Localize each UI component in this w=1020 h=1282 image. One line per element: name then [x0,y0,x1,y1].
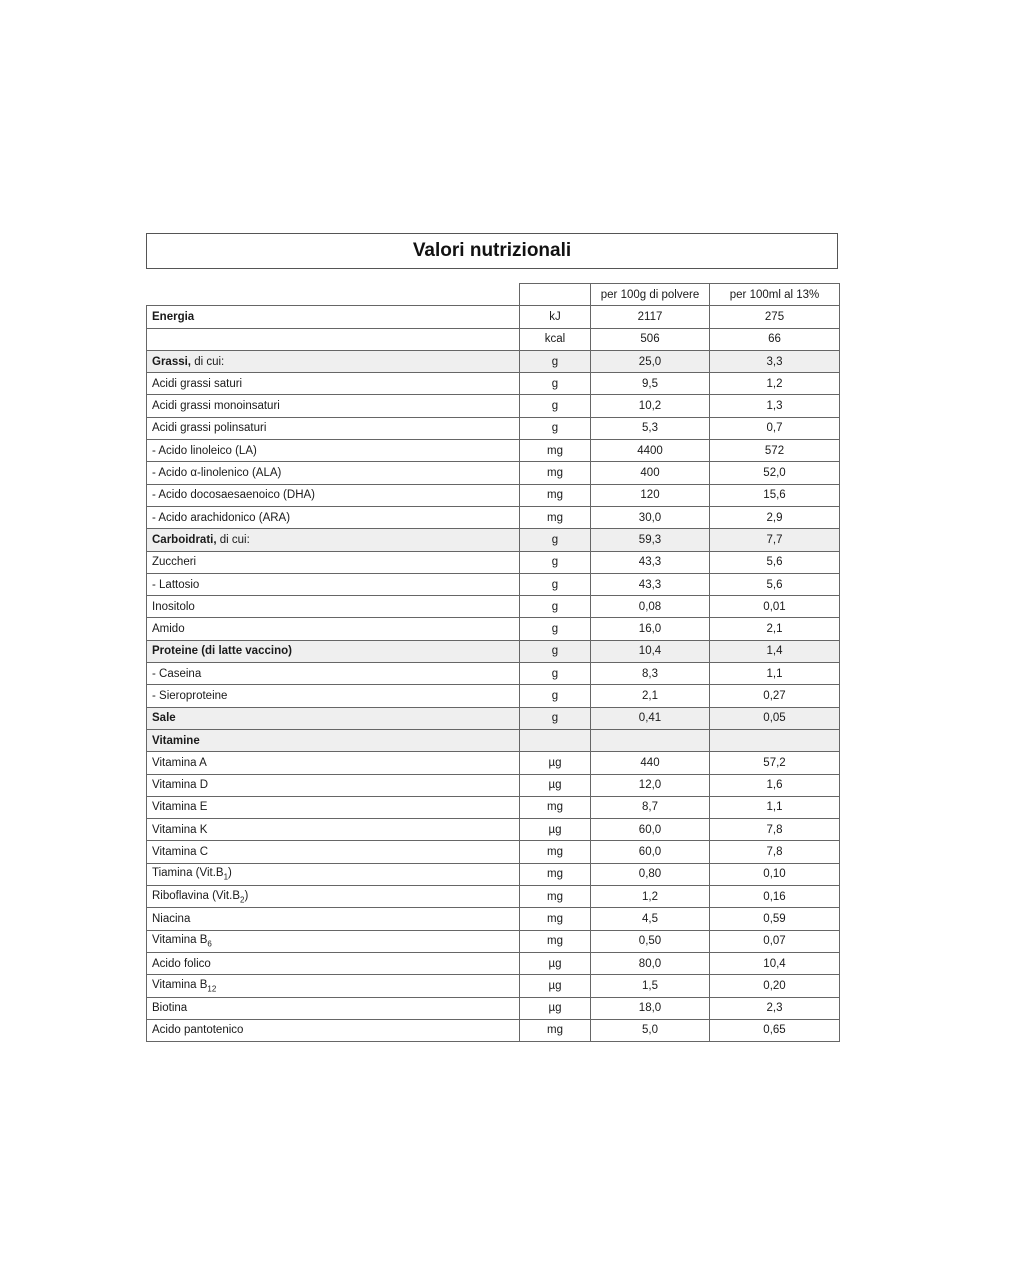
value-per-100g: 4,5 [591,908,710,930]
value-per-100g: 0,50 [591,930,710,952]
nutrient-name-cell [147,930,520,952]
nutrient-name-cell [147,685,520,707]
value-per-100g: 30,0 [591,506,710,528]
nutrient-name-cell [147,395,520,417]
nutrition-table-body [147,284,840,1042]
unit-cell: g [520,395,591,417]
table-row [147,573,840,595]
nutrient-name-tail: ) [244,889,249,902]
nutrient-name: Carboidrati, [152,533,217,546]
unit-cell: µg [520,819,591,841]
nutrient-name-cell [147,997,520,1019]
unit-cell: mg [520,506,591,528]
value-per-100ml: 0,10 [710,863,840,885]
nutrient-name-cell [147,952,520,974]
nutrient-name: Vitamina B [152,934,208,947]
value-per-100g: 18,0 [591,997,710,1019]
value-per-100ml: 15,6 [710,484,840,506]
value-per-100ml: 2,1 [710,618,840,640]
nutrient-name-cell [147,707,520,729]
nutrient-name-cell [147,551,520,573]
table-row [147,551,840,573]
unit-cell: g [520,707,591,729]
nutrient-name: - Acido docosaesaenoico (DHA) [152,489,315,502]
nutrient-name: Vitamine [152,734,200,747]
value-per-100g: 10,2 [591,395,710,417]
value-per-100ml: 7,8 [710,841,840,863]
nutrient-name: Riboflavina (Vit.B [152,889,240,902]
value-per-100g: 10,4 [591,640,710,662]
table-row [147,952,840,974]
header-per-100ml: per 100ml al 13% [710,284,840,306]
value-per-100g: 59,3 [591,529,710,551]
nutrient-name: Vitamina A [152,756,207,769]
header-unit-cell [520,284,591,306]
table-row [147,306,840,328]
nutrient-name: Acidi grassi polinsaturi [152,422,267,435]
table-row [147,729,840,751]
table-row [147,774,840,796]
value-per-100g: 8,3 [591,663,710,685]
unit-cell: µg [520,952,591,974]
value-per-100ml: 66 [710,328,840,350]
value-per-100ml: 2,3 [710,997,840,1019]
unit-cell: g [520,350,591,372]
unit-cell: µg [520,774,591,796]
nutrient-name: Amido [152,623,185,636]
nutrient-name-cell [147,328,520,350]
nutrient-name: Niacina [152,912,191,925]
value-per-100ml: 7,7 [710,529,840,551]
table-row [147,640,840,662]
unit-cell: µg [520,997,591,1019]
nutrient-name-cell [147,908,520,930]
value-per-100g: 4400 [591,440,710,462]
unit-cell: mg [520,908,591,930]
nutrient-name-cell [147,306,520,328]
value-per-100g: 5,3 [591,417,710,439]
nutrient-name-cell [147,529,520,551]
value-per-100g: 0,80 [591,863,710,885]
nutrient-name-tail: ) [228,867,232,880]
value-per-100ml: 57,2 [710,752,840,774]
table-row [147,484,840,506]
nutrient-name: - Acido linoleico (LA) [152,444,257,457]
value-per-100ml: 52,0 [710,462,840,484]
nutrient-name-cell [147,663,520,685]
nutrient-name-subscript: 1 [223,872,229,882]
table-row [147,506,840,528]
table-row [147,841,840,863]
table-row [147,886,840,908]
nutrient-name: Acido pantotenico [152,1024,244,1037]
nutrient-name: Proteine (di latte vaccino) [152,645,292,658]
unit-cell [520,729,591,751]
table-row [147,997,840,1019]
unit-cell: mg [520,841,591,863]
nutrient-name-cell [147,640,520,662]
nutrient-name: Vitamina C [152,846,209,859]
nutrient-name-cell [147,841,520,863]
nutrient-name-suffix: di cui: [191,355,225,368]
nutrient-name-subscript: 2 [240,894,245,904]
value-per-100g: 12,0 [591,774,710,796]
value-per-100ml: 1,3 [710,395,840,417]
table-row [147,752,840,774]
unit-cell: g [520,529,591,551]
nutrient-name: - Lattosio [152,578,200,591]
unit-cell: mg [520,1019,591,1041]
value-per-100ml: 2,9 [710,506,840,528]
value-per-100g: 1,5 [591,975,710,997]
unit-cell: µg [520,975,591,997]
nutrient-name-cell [147,1019,520,1041]
nutrient-name: Vitamina B [152,978,208,991]
value-per-100g: 0,08 [591,596,710,618]
nutrient-name: - Caseina [152,667,202,680]
unit-cell: mg [520,886,591,908]
header-blank-cell [147,284,520,306]
header-per-100g: per 100g di polvere [591,284,710,306]
table-row [147,529,840,551]
nutrient-name-cell [147,819,520,841]
value-per-100g: 60,0 [591,819,710,841]
nutrient-name: Acido folico [152,957,211,970]
value-per-100g: 1,2 [591,886,710,908]
value-per-100g: 506 [591,328,710,350]
table-row [147,863,840,885]
unit-cell: mg [520,484,591,506]
value-per-100g [591,729,710,751]
nutrient-name: Tiamina (Vit.B [152,867,224,880]
value-per-100g: 43,3 [591,573,710,595]
value-per-100g: 2,1 [591,685,710,707]
value-per-100ml: 7,8 [710,819,840,841]
nutrient-name-subscript: 12 [207,984,217,993]
nutrient-name: Biotina [152,1002,188,1015]
value-per-100g: 400 [591,462,710,484]
table-row [147,930,840,952]
nutrient-name-subscript: 6 [207,939,212,949]
unit-cell: mg [520,930,591,952]
value-per-100g: 25,0 [591,350,710,372]
value-per-100g: 120 [591,484,710,506]
nutrient-name: Zuccheri [152,556,197,569]
unit-cell: g [520,685,591,707]
nutrient-name-cell [147,484,520,506]
value-per-100ml: 10,4 [710,952,840,974]
nutrient-name-cell [147,886,520,908]
table-row [147,462,840,484]
value-per-100ml: 0,07 [710,930,840,952]
nutrient-name-cell [147,729,520,751]
unit-cell: mg [520,796,591,818]
table-row [147,350,840,372]
table-row [147,373,840,395]
table-row [147,596,840,618]
nutrient-name: Vitamina K [152,823,208,836]
value-per-100g: 9,5 [591,373,710,395]
nutrient-name: Vitamina D [152,779,209,792]
unit-cell: g [520,373,591,395]
value-per-100ml: 0,01 [710,596,840,618]
nutrient-name: - Acido arachidonico (ARA) [152,511,291,524]
value-per-100g: 80,0 [591,952,710,974]
nutrient-name-cell [147,440,520,462]
table-row [147,1019,840,1041]
table-row [147,618,840,640]
value-per-100ml: 5,6 [710,551,840,573]
unit-cell: g [520,618,591,640]
table-row [147,819,840,841]
value-per-100ml: 0,59 [710,908,840,930]
value-per-100ml: 1,6 [710,774,840,796]
nutrient-name-cell [147,573,520,595]
value-per-100ml: 1,1 [710,796,840,818]
value-per-100ml: 0,27 [710,685,840,707]
table-header-row [147,284,840,306]
nutrient-name-cell [147,350,520,372]
nutrient-name-cell [147,462,520,484]
value-per-100g: 60,0 [591,841,710,863]
nutrition-table [146,283,840,1042]
nutrient-name: Inositolo [152,600,195,613]
nutrient-name-cell [147,863,520,885]
value-per-100ml: 0,20 [710,975,840,997]
unit-cell: kJ [520,306,591,328]
nutrient-name-cell [147,373,520,395]
unit-cell: g [520,551,591,573]
value-per-100ml: 0,7 [710,417,840,439]
value-per-100ml [710,729,840,751]
nutrient-name-cell [147,506,520,528]
unit-cell: g [520,596,591,618]
table-row [147,975,840,997]
document-title: Valori nutrizionali [146,233,838,269]
value-per-100g: 0,41 [591,707,710,729]
unit-cell: g [520,573,591,595]
nutrient-name-cell [147,796,520,818]
unit-cell: g [520,663,591,685]
value-per-100ml: 3,3 [710,350,840,372]
value-per-100ml: 572 [710,440,840,462]
value-per-100ml: 0,65 [710,1019,840,1041]
value-per-100g: 440 [591,752,710,774]
unit-cell: kcal [520,328,591,350]
unit-cell: mg [520,440,591,462]
nutrient-name: Energia [152,310,195,323]
nutrient-name: - Sieroproteine [152,689,228,702]
value-per-100ml: 0,05 [710,707,840,729]
value-per-100g: 43,3 [591,551,710,573]
value-per-100ml: 275 [710,306,840,328]
nutrient-name-cell [147,774,520,796]
table-row [147,663,840,685]
nutrient-name: Acidi grassi monoinsaturi [152,400,280,413]
nutrient-name-cell [147,417,520,439]
nutrient-name-cell [147,596,520,618]
value-per-100ml: 5,6 [710,573,840,595]
nutrient-name: Acidi grassi saturi [152,377,243,390]
table-row [147,796,840,818]
nutrient-name-suffix: di cui: [216,533,250,546]
nutrient-name-cell [147,975,520,997]
nutrient-name: Vitamina E [152,801,208,814]
value-per-100ml: 1,4 [710,640,840,662]
nutrient-name-cell [147,752,520,774]
unit-cell: g [520,640,591,662]
unit-cell: mg [520,462,591,484]
unit-cell: g [520,417,591,439]
value-per-100ml: 1,1 [710,663,840,685]
unit-cell: mg [520,863,591,885]
table-row [147,908,840,930]
table-row [147,417,840,439]
table-row [147,395,840,417]
value-per-100g: 16,0 [591,618,710,640]
nutrient-name-cell [147,618,520,640]
table-row [147,328,840,350]
nutrient-name: - Acido α-linolenico (ALA) [152,467,282,480]
value-per-100g: 5,0 [591,1019,710,1041]
value-per-100g: 2117 [591,306,710,328]
value-per-100ml: 1,2 [710,373,840,395]
nutrient-name: Sale [152,712,176,725]
value-per-100g: 8,7 [591,796,710,818]
table-row [147,707,840,729]
nutrient-name: Grassi, [152,355,191,368]
table-row [147,440,840,462]
table-row [147,685,840,707]
value-per-100ml: 0,16 [710,886,840,908]
unit-cell: µg [520,752,591,774]
